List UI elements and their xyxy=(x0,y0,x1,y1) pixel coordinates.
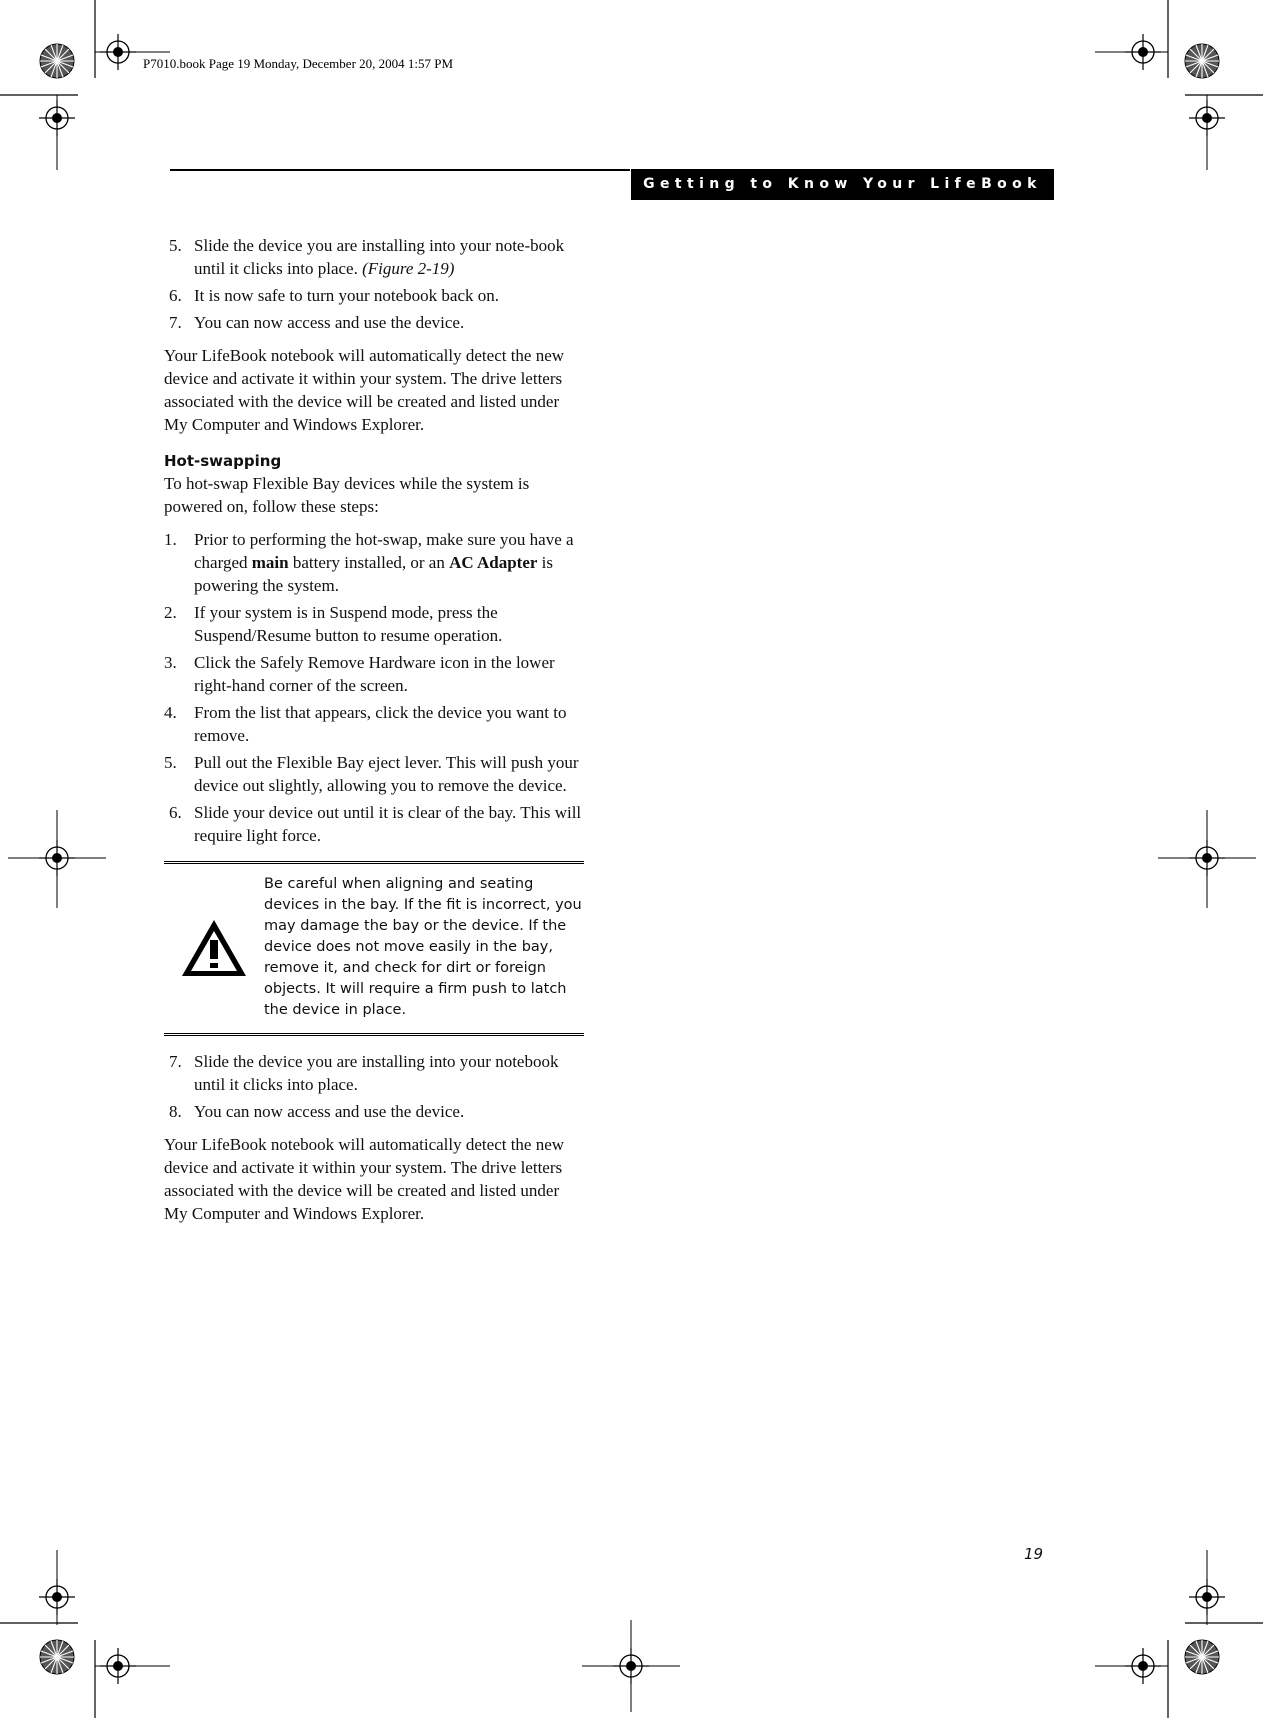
figure-reference: (Figure 2-19) xyxy=(362,259,455,278)
hot-swap-steps-final xyxy=(164,1050,584,1123)
auto-detect-paragraph-2: Your LifeBook notebook will automatically detect the new device and activate it within your system. The drive letters associated with the device will be created and listed under My Computer and Windows Explorer. xyxy=(164,1135,565,1223)
star-target-icon xyxy=(40,44,74,78)
list-item: 6. It is now safe to turn your notebook back on. xyxy=(169,286,499,305)
header-rule xyxy=(170,169,630,171)
page-number: 19 xyxy=(1024,1545,1044,1563)
list-item: 4. From the list that appears, click the device you want to remove. xyxy=(164,703,567,745)
caution-box xyxy=(164,861,584,1036)
hot-swap-intro: To hot-swap Flexible Bay devices while the system is powered on, follow these steps: xyxy=(164,474,530,516)
caution-text: Be careful when aligning and seating devices in the bay. If the fit is incorrect, you may damage the bay or the device. If the device does not move easily in the bay, remove it, and check for dirt or foreign objects. It will require a firm push to latch the device in place. xyxy=(264,876,582,1018)
warning-triangle-icon xyxy=(179,917,249,979)
section-heading-hot-swapping: Hot-swapping xyxy=(164,452,282,470)
star-target-icon xyxy=(1185,1640,1219,1674)
list-item: 3. Click the Safely Remove Hardware icon in the lower right-hand corner of the screen. xyxy=(164,653,555,695)
star-target-icon xyxy=(40,1640,74,1674)
list-item: 5. Pull out the Flexible Bay eject lever. This will push your device out slightly, allowing you to remove the device. xyxy=(164,753,579,795)
print-slug: P7010.book Page 19 Monday, December 20, 2004 1:57 PM xyxy=(143,56,454,71)
list-item: 7. Slide the device you are installing into your notebook until it clicks into place. xyxy=(169,1052,559,1094)
auto-detect-paragraph: Your LifeBook notebook will automatically detect the new device and activate it within your system. The drive letters associated with the device will be created and listed under My Computer and Windows Explorer. xyxy=(164,346,565,434)
list-item: 1. Prior to performing the hot-swap, make sure you have a charged main battery installed, or an AC Adapter is powering the system. xyxy=(164,530,574,595)
list-item: 2. If your system is in Suspend mode, press the Suspend/Resume button to resume operation. xyxy=(164,603,503,645)
list-item: 7. You can now access and use the device. xyxy=(169,313,465,332)
star-target-icon xyxy=(1185,44,1219,78)
page-content xyxy=(164,234,584,1235)
install-steps-continued xyxy=(164,234,584,334)
list-item: 8. You can now access and use the device. xyxy=(169,1102,465,1121)
hot-swap-steps xyxy=(164,528,584,847)
list-item: 5. Slide the device you are installing into your note-book until it clicks into place. (Figure 2-19) xyxy=(169,236,565,278)
list-item: 6. Slide your device out until it is clear of the bay. This will require light force. xyxy=(169,803,582,845)
chapter-header: Getting to Know Your LifeBook xyxy=(631,169,1054,200)
